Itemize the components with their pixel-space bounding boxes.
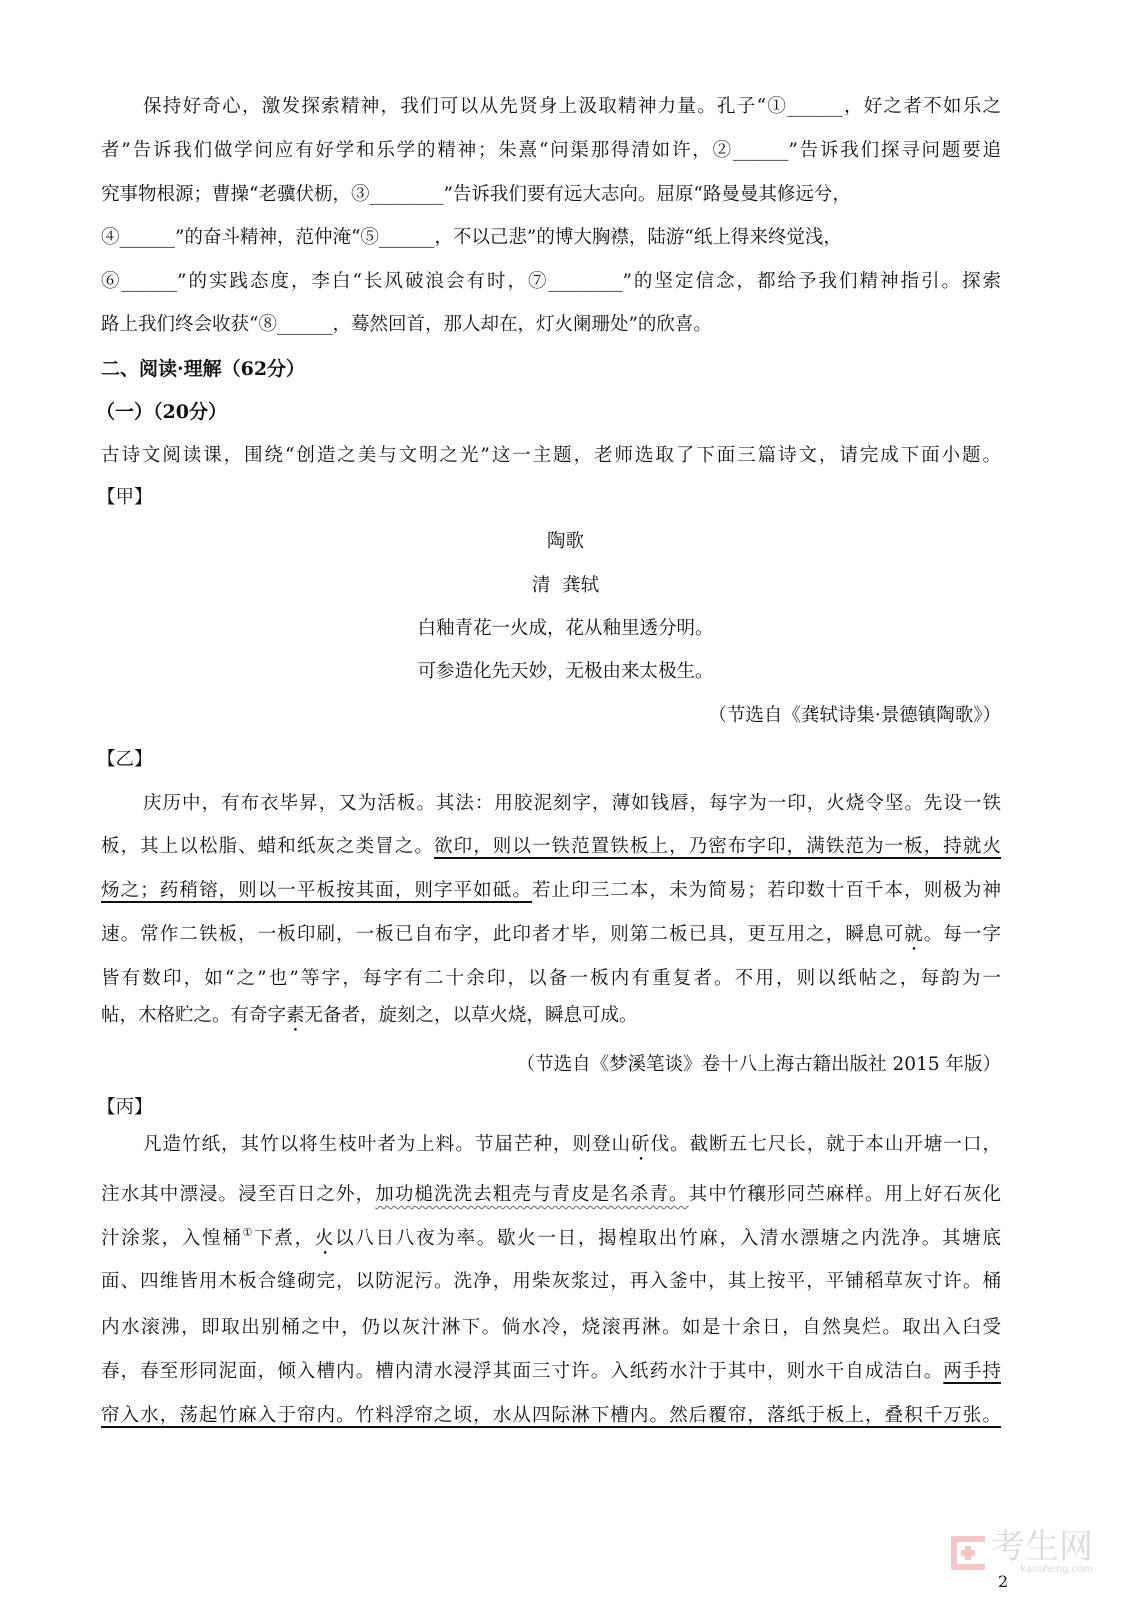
text-segment: 路上我们终会收获“⑧______，蓦然回首，那人却在，灯火阑珊处”的欣喜。 <box>101 314 712 335</box>
marked-text: 火 <box>314 1228 336 1249</box>
text-segment: 皆有数印，如“之”也”等字，每字有二十余印，以备一板内有重复者。不用，则以纸帖之，每韵为一 <box>101 968 1001 989</box>
poem-author: 清 龚轼 <box>531 575 600 596</box>
text-segment: 者”告诉我们做学问应有好学和乐学的精神；朱熹“问渠那得清如许，②______”告诉我们探寻问题要追 <box>101 140 1001 161</box>
text-segment: 凡造竹纸，其竹以将生枝叶者为上料。节届芒种，则登山 <box>143 1134 632 1155</box>
paragraph-line <box>101 139 1001 163</box>
footnote-marker: ① <box>242 1226 255 1239</box>
paragraph-line <box>101 313 1001 337</box>
poem-title: 陶歌 <box>546 531 584 552</box>
watermark-url: kaosheng.com <box>1020 1564 1093 1575</box>
poem-verse: 可参造化先天妙，无极由来太极生。 <box>417 661 714 682</box>
paragraph-line <box>101 1221 1001 1249</box>
paragraph-line <box>101 1316 1001 1340</box>
marked-text: 素 <box>286 1005 305 1026</box>
marked-text: 就 <box>904 924 924 945</box>
text-segment: 速。常作二铁板，一板印刷，一板已自布字，此印者才毕，则第二板已具，更互用之，瞬息可 <box>101 924 905 945</box>
section-title: 二、阅读·理解（62分） <box>101 358 306 380</box>
source-citation: （节选自《龚轼诗集·景德镇陶歌》） <box>708 705 1001 726</box>
paragraph-line <box>101 835 1001 859</box>
watermark-name: 考生网 <box>991 1527 1093 1567</box>
label-bing: 【丙】 <box>97 1097 153 1118</box>
paragraph-line <box>101 1360 1001 1384</box>
text-segment: ⑥______”的实践态度，李白“长风破浪会有时，⑦________”的坚定信念，都给予我们精神指引。探索 <box>101 271 1001 292</box>
source-citation: （节选自《梦溪笔谈》卷十八上海古籍出版社 2015 年版） <box>516 1054 1001 1075</box>
watermark-logo-icon <box>951 1536 985 1570</box>
paragraph-line <box>101 270 1001 294</box>
text-segment: 其中竹穰形同苎麻样。用上好石灰化 <box>688 1184 1001 1205</box>
text-segment: 春，春至形同泥面，倾入槽内。槽内清水浸浮其面三寸许。入纸药水汁于其中，则水干自成洁白。 <box>101 1361 944 1382</box>
text-segment: 保持好奇心，激发探索精神，我们可以从先贤身上汲取精神力量。孔子“①______，好之者不如乐之 <box>143 96 1001 117</box>
poem-verse: 白釉青花一火成，花从釉里透分明。 <box>417 618 714 639</box>
paragraph-line <box>101 183 1001 207</box>
text-segment: 究事物根源；曹操“老骥伏枥，③________”告诉我们要有远大志向。屈原“路曼曼其修远兮， <box>101 184 851 205</box>
paragraph-line <box>143 95 1001 119</box>
text-segment: 以八日八夜为率。歇火一日，揭楻取出竹麻，入清水漂塘之内洗净。其塘底 <box>335 1228 1001 1249</box>
subsection-title: （一）（20分） <box>96 401 227 423</box>
text-segment: 内水滚沸，即取出别桶之中，仍以灰汁淋下。倘水冷，烧滚再淋。如是十余日，自然臭烂。取出入臼受 <box>101 1317 1001 1338</box>
paragraph-line <box>101 967 1001 991</box>
text-segment: 下煮， <box>254 1228 315 1249</box>
text-segment: 面、四维皆用木板合缝砌完，以防泥污。洗净，用柴灰浆过，再入釜中，其上按平，平铺稻草灰寸许。桶 <box>101 1271 1001 1292</box>
text-segment: ④______”的奋斗精神，范仲淹“⑤______，不以己悲”的博大胸襟，陆游“纸上得来终觉浅， <box>101 227 842 248</box>
paragraph-line <box>101 1004 1001 1036</box>
intro-text: 古诗文阅读课，围绕“创造之美与文明之光”这一主题，老师选取了下面三篇诗文，请完成下面小题。 <box>101 445 1001 466</box>
paragraph-line <box>101 1270 1001 1294</box>
text-segment: 庆历中，有布衣毕昇，又为活板。其法：用胶泥刻字，薄如钱唇，每字为一印，火烧令坚。先设一铁 <box>143 793 1001 814</box>
text-segment: 伐。截断五七尺长，就于本山开塘一口， <box>650 1134 1001 1155</box>
paragraph-line <box>101 879 1001 903</box>
paragraph-line <box>101 226 1001 250</box>
text-segment: 帖，木格贮之。有奇字 <box>101 1005 287 1026</box>
text-segment: 注水其中漂浸。浸至百日之外， <box>101 1184 376 1205</box>
paragraph-line <box>101 1404 1001 1428</box>
paragraph-line <box>101 1183 1001 1207</box>
text-segment: 无备者，旋刻之，以草火烧，瞬息可成。 <box>304 1005 638 1026</box>
marked-text: 炀之；药稍镕，则以一平板按其面，则字平如砥。 <box>101 880 532 901</box>
text-segment: 板，其上以松脂、蜡和纸灰之类冒之。 <box>101 836 435 857</box>
page-number: 2 <box>998 1572 1009 1591</box>
label-jia: 【甲】 <box>97 487 153 508</box>
paragraph-line <box>143 792 1001 816</box>
marked-text: 两手持 <box>943 1361 1001 1382</box>
paragraph-line <box>143 1133 1001 1157</box>
marked-text: 加功槌洗洗去粗壳与青皮是名杀青。 <box>375 1184 689 1205</box>
text-segment: 。每一字 <box>923 924 1001 945</box>
marked-text: 斫 <box>631 1134 651 1155</box>
text-segment: 若止印三二本，未为简易；若印数十百千本，则极为神 <box>531 880 1001 901</box>
paragraph-line <box>101 923 1001 947</box>
label-yi: 【乙】 <box>97 749 153 770</box>
watermark <box>951 1527 1093 1575</box>
text-segment: 汁涂浆，入惶桶 <box>101 1228 243 1249</box>
marked-text: 帘入水，荡起竹麻入于帘内。竹料浮帘之顷，水从四际淋下槽内。然后覆帘，落纸于板上，叠积千万张。 <box>101 1405 1001 1426</box>
marked-text: 欲印，则以一铁范置铁板上，乃密布字印，满铁范为一板，持就火 <box>434 836 1001 857</box>
